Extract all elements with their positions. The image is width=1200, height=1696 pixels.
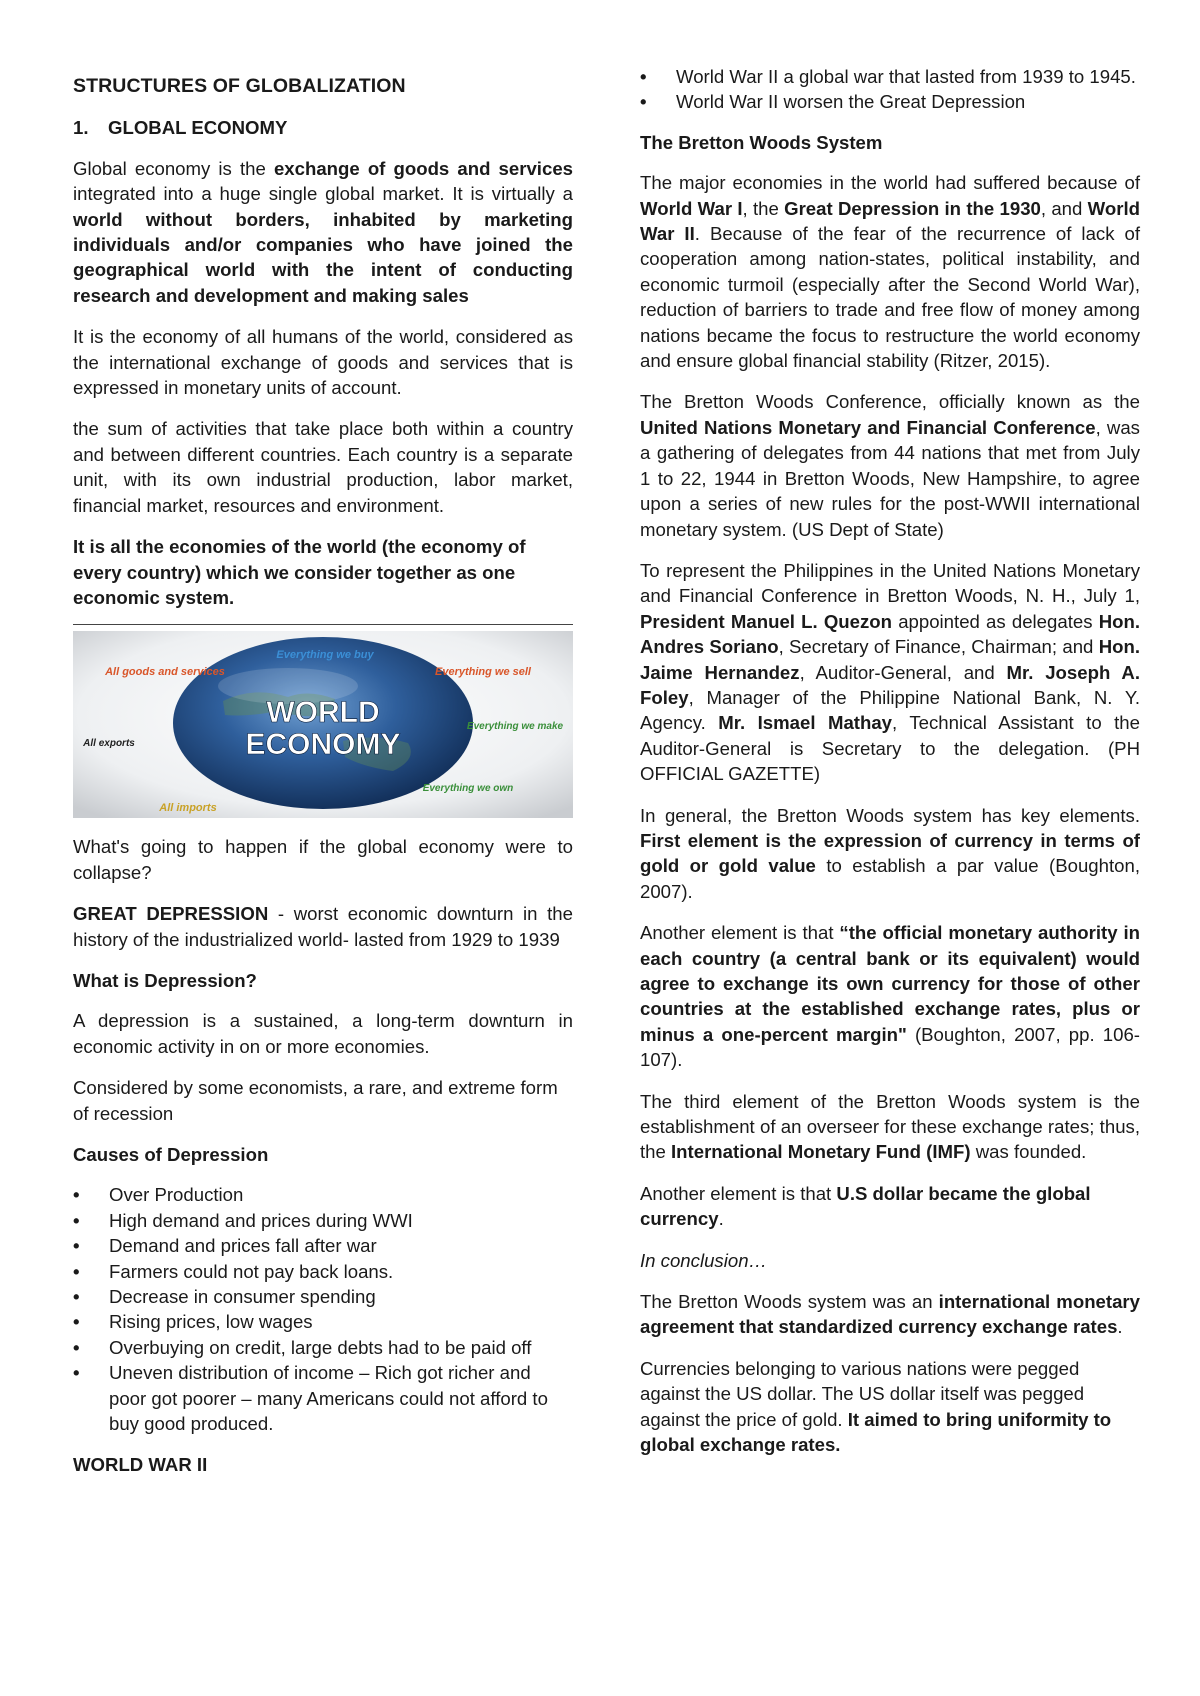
globe-title-line2: ECONOMY xyxy=(245,728,401,762)
list-item: • Demand and prices fall after war xyxy=(73,1235,377,1257)
heading-world-war-ii: WORLD WAR II xyxy=(73,1454,208,1476)
paragraph-global-economy-definition: Global economy is the exchange of goods and services integrated into a huge single global market. It is virtually a world without borders, inhabited by marketing individuals and/or companies who have joined the geographical world with the intent of conducting research and development and making sales xyxy=(73,157,573,306)
paragraph-currencies-pegged: Currencies belonging to various nations were pegged against the US dollar. The US dollar itself was pegged against the price of gold. It aimed to bring uniformity to global exchange rates. xyxy=(640,1357,1112,1456)
paragraph-bretton-woods-summary: The Bretton Woods system was an international monetary agreement that standardized currency exchange rates. xyxy=(640,1291,1141,1338)
paragraph-second-element: Another element is that “the official monetary authority in each country (a central bank or its equivalent) would agree to exchange its own currency for those of other countries at the established exchange rates, plus or minus a one-percent margin" (Boughton, 2007, pp. 106-107). xyxy=(640,922,1140,1071)
paragraph-all-economies: It is all the economies of the world (the economy of every country) which we consider together as one economic system. xyxy=(73,536,526,608)
divider xyxy=(73,624,573,625)
list-item: • Over Production xyxy=(73,1184,244,1206)
section-number: 1. xyxy=(73,117,89,139)
list-item: • Decrease in consumer spending xyxy=(73,1286,376,1307)
label-all-imports: All imports xyxy=(159,802,217,815)
list-item: • Uneven distribution of income – Rich got richer and poor got poorer – many Americans could not afford to buy good produced. xyxy=(73,1362,548,1435)
label-everything-we-make: Everything we make xyxy=(466,721,564,733)
paragraph-us-dollar-element: Another element is that U.S dollar became the global currency. xyxy=(640,1182,1091,1230)
globe-title-line1: WORLD xyxy=(266,696,380,730)
list-item: • Farmers could not pay back loans. xyxy=(73,1260,394,1282)
paragraph-first-element: In general, the Bretton Woods system has key elements. First element is the expression of currency in terms of gold or gold value to establish a par value (Boughton, 2007). xyxy=(640,804,1140,902)
label-all-exports: All exports xyxy=(83,738,135,750)
ww2-list xyxy=(640,64,1140,115)
label-everything-we-own: Everything we own xyxy=(422,783,514,795)
world-economy-image xyxy=(73,631,573,818)
section-title: GLOBAL ECONOMY xyxy=(108,117,288,139)
label-all-goods-and-services: All goods and services xyxy=(105,666,225,679)
paragraph-collapse-question: What's going to happen if the global economy were to collapse? xyxy=(73,836,573,883)
paragraph-philippines-delegates: To represent the Philippines in the United Nations Monetary and Financial Conference in Bretton Woods, N. H., July 1, President Manuel L. Quezon appointed as delegates Hon. Andres Soriano, Secretary of Finance, Chairman; and Hon. Jaime Hernandez, Auditor-General, and Mr. Joseph A. Foley, Manager of the Philippine National Bank, N. Y. Agency. Mr. Ismael Mathay, Technical Assistant to the Auditor-General is Secretary to the delegation. (PH OFFICIAL GAZETTE) xyxy=(640,559,1140,785)
left-column xyxy=(73,64,573,1493)
paragraph-bretton-woods-conference: The Bretton Woods Conference, officially known as the United Nations Monetary and Financial Conference, was a gathering of delegates from 44 nations that met from July 1 to 22, 1944 in Bretton Woods, New Hampshire, to agree upon a series of new rules for the post-WWII international monetary system. (US Dept of State) xyxy=(640,391,1140,540)
paragraph-major-economies: The major economies in the world had suffered because of World War I, the Great Depression in the 1930, and World War II. Because of the fear of the recurrence of lack of cooperation among nation-states, political instability, and economic turmoil (especially after the Second World War), reduction of barriers to trade and free flow of money among nations became the focus to restructure the world economy and ensure global financial stability (Ritzer, 2015). xyxy=(640,172,1141,372)
paragraph-sum-of-activities: the sum of activities that take place both within a country and between different countries. Each country is a separate unit, with its own industrial production, labor market, financial market, resources and environment. xyxy=(73,418,573,516)
label-everything-we-buy: Everything we buy xyxy=(276,649,374,662)
list-item: • World War II a global war that lasted from 1939 to 1945. xyxy=(640,66,1136,87)
list-item: • Rising prices, low wages xyxy=(73,1311,313,1333)
list-item: • Overbuying on credit, large debts had to be paid off xyxy=(73,1336,532,1358)
heading-causes-of-depression: Causes of Depression xyxy=(73,1143,269,1165)
heading-bretton-woods-system: The Bretton Woods System xyxy=(640,131,883,153)
causes-list xyxy=(73,1182,573,1436)
paragraph-great-depression: GREAT DEPRESSION - worst economic downturn in the history of the industrialized world- lasted from 1929 to 1939 xyxy=(73,903,573,950)
paragraph-economy-of-humans: It is the economy of all humans of the world, considered as the international exchange of goods and services that is expressed in monetary units of account. xyxy=(73,326,573,399)
paragraph-third-element: The third element of the Bretton Woods system is the establishment of an overseer for these exchange rates; thus, the International Monetary Fund (IMF) was founded. xyxy=(640,1090,1140,1163)
paragraph-rare-recession: Considered by some economists, a rare, and extreme form of recession xyxy=(73,1077,558,1124)
list-item: • World War II worsen the Great Depression xyxy=(640,91,1026,113)
paragraph-depression-definition: A depression is a sustained, a long-term downturn in economic activity in on or more economies. xyxy=(73,1010,573,1057)
section-heading-global-economy xyxy=(73,115,573,140)
label-everything-we-sell: Everything we sell xyxy=(435,666,531,679)
document-title: STRUCTURES OF GLOBALIZATION xyxy=(73,75,406,97)
paragraph-in-conclusion: In conclusion… xyxy=(640,1249,768,1271)
list-item: • High demand and prices during WWI xyxy=(73,1209,413,1231)
heading-what-is-depression: What is Depression? xyxy=(73,969,257,991)
right-column xyxy=(640,64,1140,1474)
